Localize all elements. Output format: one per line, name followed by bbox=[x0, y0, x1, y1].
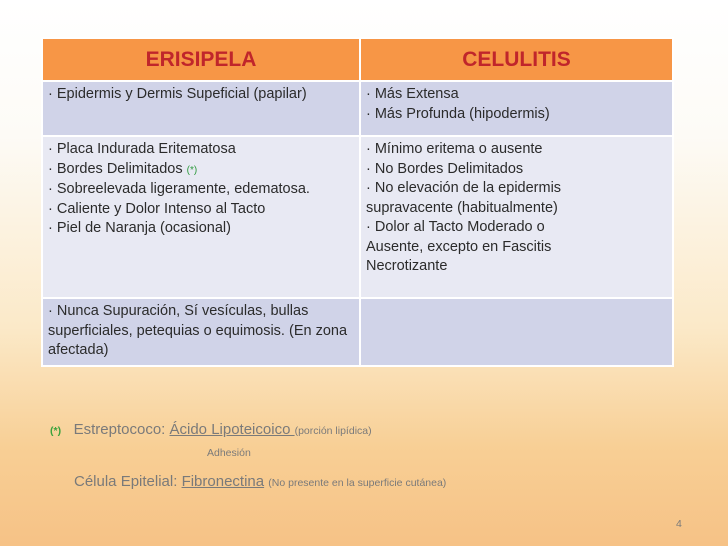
adhesion-label: Adhesión bbox=[207, 447, 251, 459]
header-erisipela: ERISIPELA bbox=[42, 38, 360, 81]
table-row bbox=[42, 298, 673, 366]
note-epithelial-cell bbox=[74, 473, 446, 490]
list-item: · Epidermis y Dermis Supeficial (papilar) bbox=[48, 86, 307, 102]
header-celulitis: CELULITIS bbox=[360, 38, 673, 81]
page-number: 4 bbox=[676, 518, 682, 530]
list-item: · Mínimo eritema o ausente bbox=[366, 141, 543, 157]
list-item: · Sobreelevada ligeramente, edematosa. bbox=[48, 181, 310, 197]
comparison-table bbox=[41, 37, 674, 367]
list-item: · Más Extensa bbox=[366, 86, 459, 102]
fibronectin-note: (No presente en la superficie cutánea) bbox=[268, 477, 447, 489]
list-item: Ausente, excepto en Fascitis bbox=[366, 238, 552, 255]
cell-celulitis-depth bbox=[360, 81, 673, 136]
table-row bbox=[42, 81, 673, 136]
note-streptococcus bbox=[50, 421, 372, 438]
list-item: · Piel de Naranja (ocasional) bbox=[48, 220, 231, 236]
header-row bbox=[42, 38, 673, 81]
list-item: · No Bordes Delimitados bbox=[366, 160, 524, 177]
fibronectin: Fibronectina bbox=[181, 473, 265, 490]
list-item: · No elevación de la epidermis bbox=[366, 180, 562, 196]
list-item: · Nunca Supuración, Sí vesículas, bullas superficiales, petequias o equimosis. (En zona afectada) bbox=[48, 303, 348, 358]
table-row bbox=[42, 136, 673, 298]
lipoteichoic-acid: Ácido Lipoteicoico bbox=[169, 421, 295, 438]
footnote-marker: (*) bbox=[50, 425, 62, 437]
cell-celulitis-signs bbox=[360, 136, 673, 298]
cell-erisipela-depth bbox=[42, 81, 360, 136]
list-item: Necrotizante bbox=[366, 258, 448, 274]
list-item: · Caliente y Dolor Intenso al Tacto bbox=[48, 200, 266, 217]
cell-celulitis-empty bbox=[360, 298, 673, 366]
strep-label: Estreptococo: bbox=[73, 421, 166, 438]
list-item: · Placa Indurada Eritematosa bbox=[48, 141, 236, 157]
list-item: · Más Profunda (hipodermis) bbox=[366, 105, 550, 122]
list-item bbox=[48, 160, 354, 181]
cell-erisipela-lesions bbox=[42, 298, 360, 366]
list-item-text: · Bordes Delimitados bbox=[48, 160, 183, 177]
cell-label: Célula Epitelial: bbox=[74, 473, 178, 490]
list-item: supravacente (habitualmente) bbox=[366, 199, 558, 216]
list-item: · Dolor al Tacto Moderado o bbox=[366, 219, 545, 235]
lipid-portion-note: (porción lipídica) bbox=[294, 425, 372, 437]
cell-erisipela-signs bbox=[42, 136, 360, 298]
footnote-marker: (*) bbox=[186, 164, 198, 176]
